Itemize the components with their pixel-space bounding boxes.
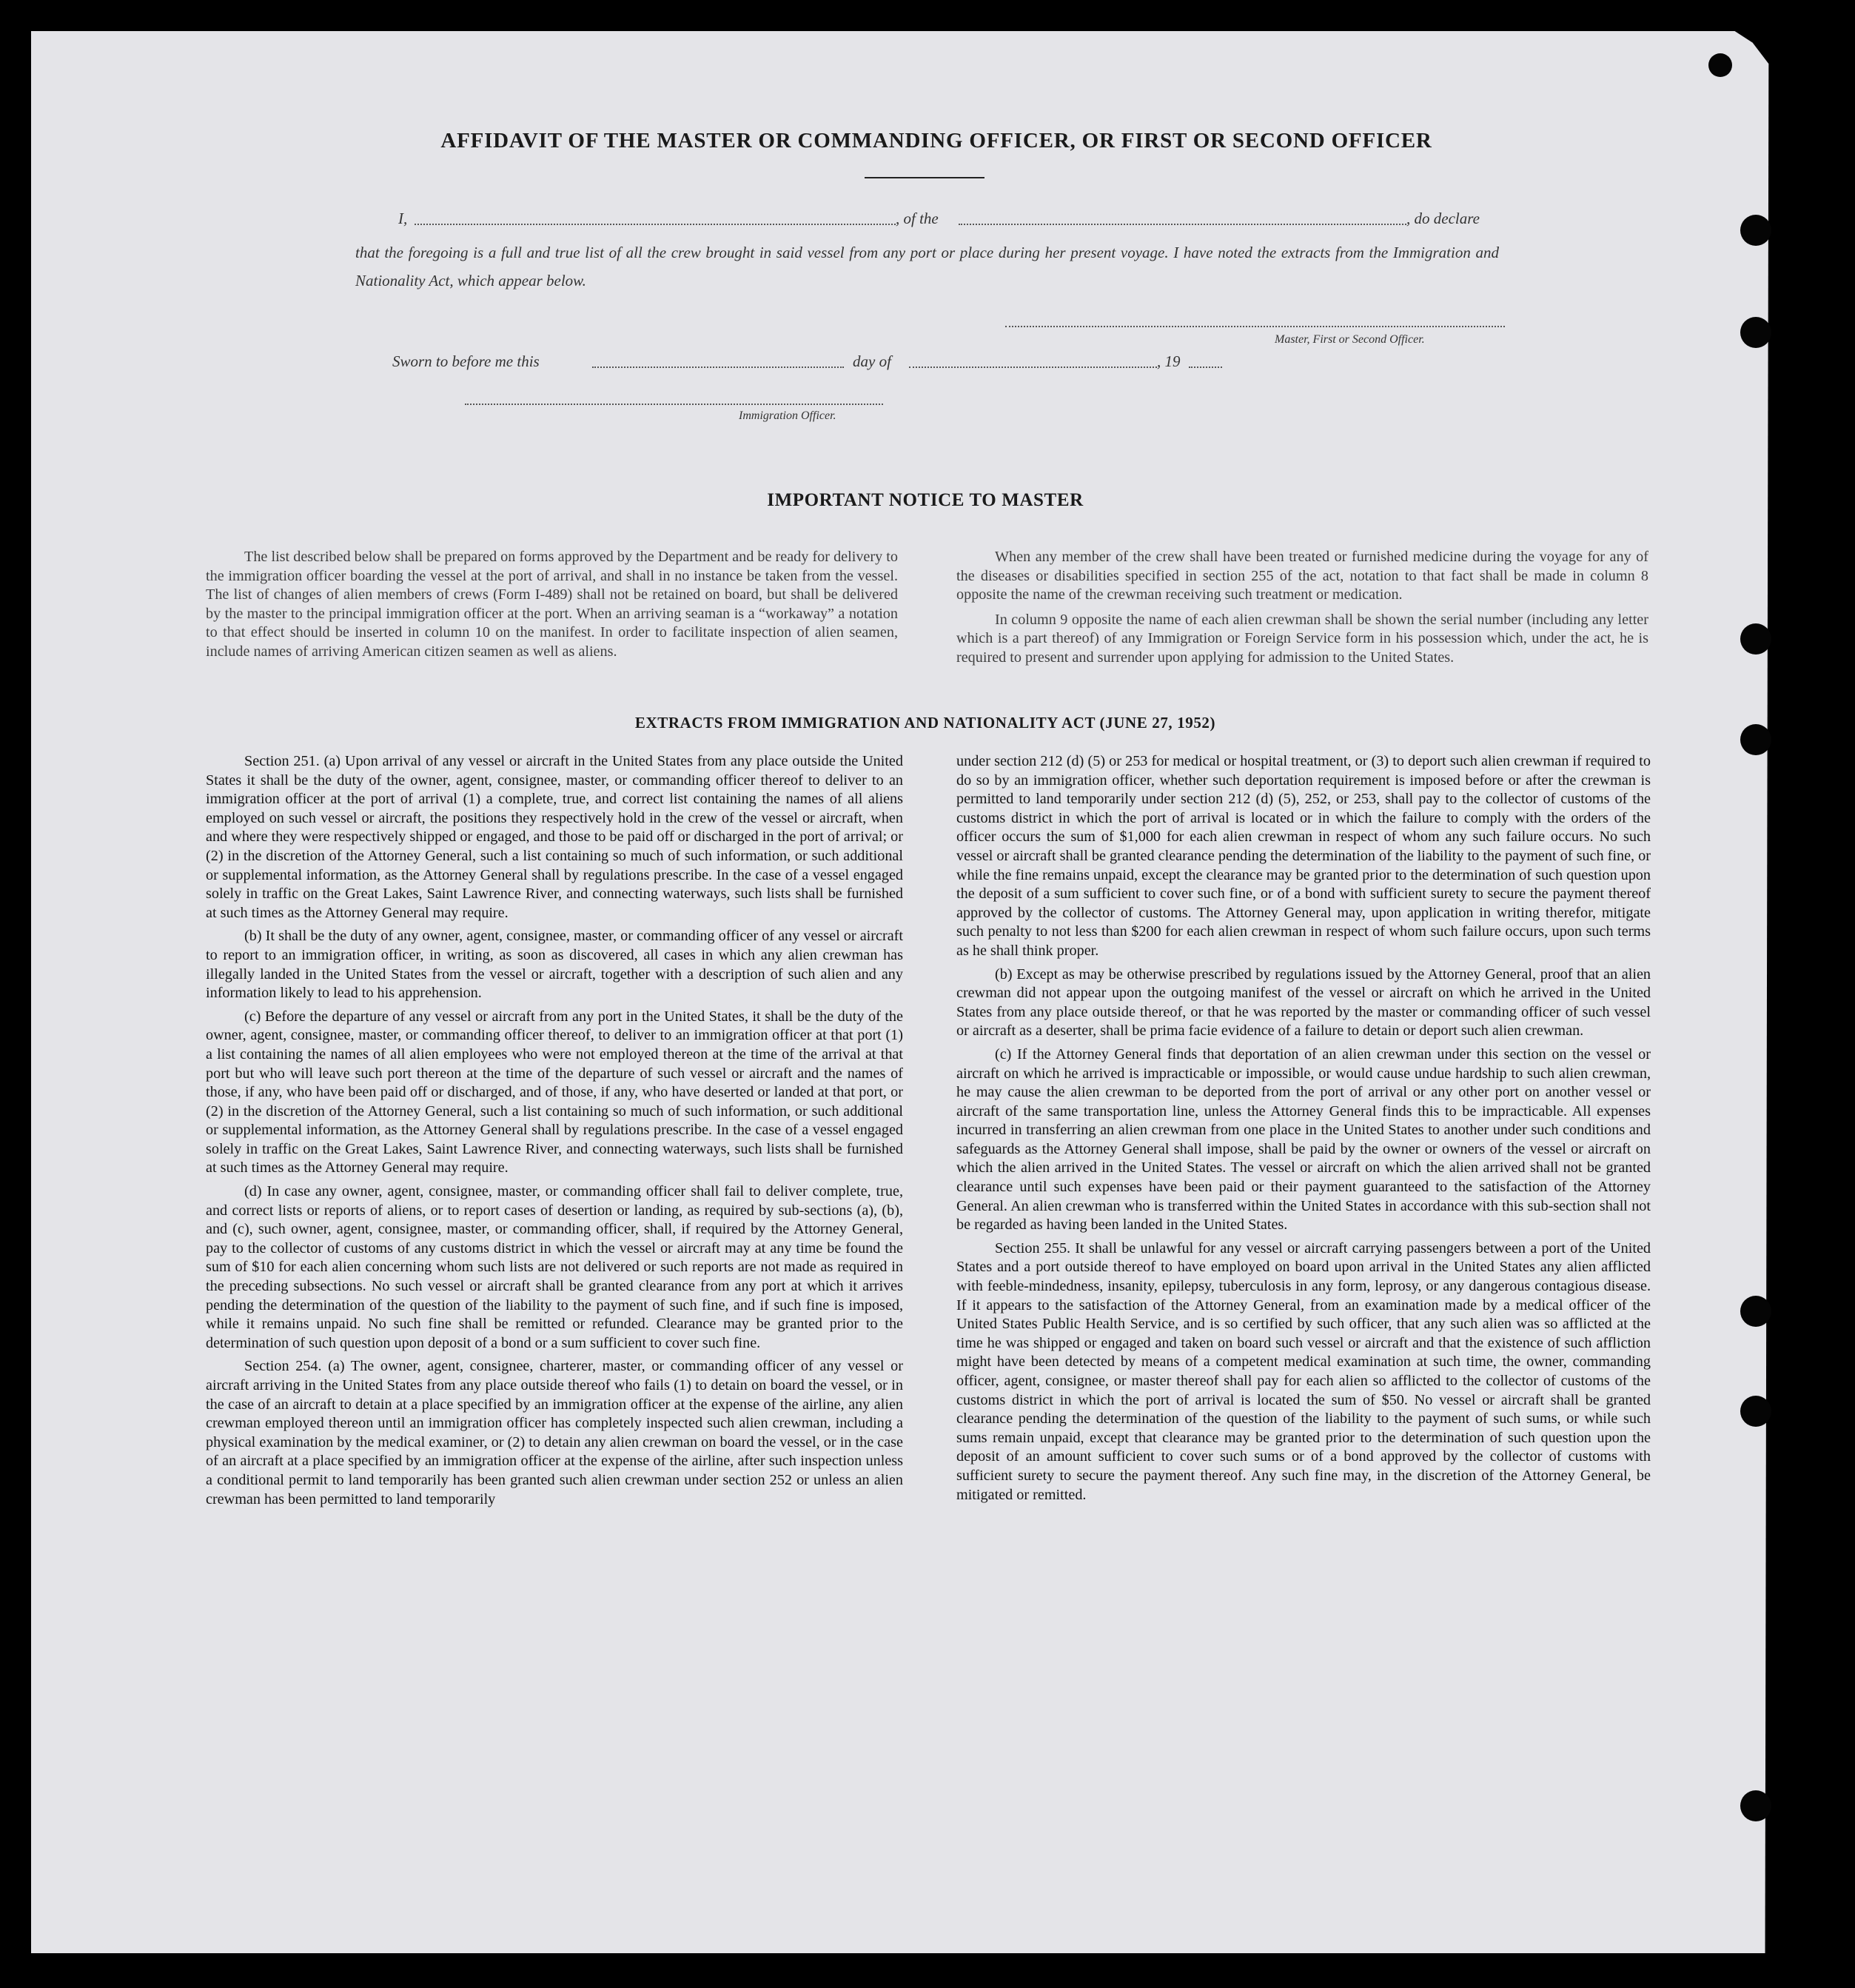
- binder-hole-corner: [1708, 53, 1732, 77]
- sworn-year-field[interactable]: [1189, 367, 1222, 368]
- binder-hole-5: [1740, 1296, 1771, 1327]
- binder-hole-2: [1740, 317, 1771, 348]
- affidavit-title: AFFIDAVIT OF THE MASTER OR COMMANDING OFFICER, OR FIRST OR SECOND OFFICER: [440, 129, 1432, 153]
- title-divider: [865, 177, 984, 178]
- binder-hole-1: [1740, 215, 1771, 246]
- year-prefix: , 19: [1157, 352, 1181, 370]
- section-251-d: (d) In case any owner, agent, consignee, master, or commanding officer shall fail to deliver complete, true, and correct lists or reports of aliens, or to report cases of desertion or landing, as required by sub-sections (a), (b), and (c), such owner, agent, consignee, master, or commanding officer, shall, if required by the Attorney General, pay to the collector of customs of any customs district in which the vessel or aircraft may at any time be found the sum of $10 for each alien concerning whom such lists are not delivered or such reports are not made as required in the preceding subsections. No such vessel or aircraft shall be granted clearance from any port at which it arrives pending the determination of the question of the liability to the payment of such fine, and if such fine is imposed, while it remains unpaid. No such fine shall be remitted or refunded. Clearance may be granted prior to the determination of such question upon deposit of a bond or a sum sufficient to cover such fine.: [206, 1183, 903, 1351]
- section-254-c: (c) If the Attorney General finds that deportation of an alien crewman under this section on the vessel or aircraft on which he arrived is impracticable or impossible, or would cause undue hardship to such alien crewman, he may cause the alien crewman to be deported from the port of arrival or any other port on another vessel or aircraft of the same transportation line, unless the Attorney General finds this to be impracticable. All expenses incurred in transferring an alien crewman from one place in the United States to another under such conditions and safeguards as the Attorney General shall impose, shall be paid by the owner or owners of the vessel or aircraft on which the alien arrived in the United States. The vessel or aircraft on which the alien arrived shall not be granted clearance until such expenses have been paid or their payment guaranteed to the satisfaction of the Attorney General. An alien crewman who is transferred within the United States in accordance with this sub-section shall not be regarded as having been landed in the United States.: [956, 1045, 1651, 1234]
- notice-heading: IMPORTANT NOTICE TO MASTER: [767, 490, 1084, 510]
- vessel-field[interactable]: [959, 224, 1406, 225]
- binder-hole-4: [1740, 724, 1771, 755]
- notice-left-paragraph: The list described below shall be prepared on forms approved by the Department and be ready for delivery to the immigration officer boarding the vessel at the port of arrival, and shall in no instance be taken from the vessel. The list of changes of alien members of crews (Form I-489) shall not be retained on board, but shall be delivered by the master to the principal immigration officer at the port. When an arriving seaman is a “workaway” a notation to that effect should be inserted in column 10 on the manifest. In order to facilitate inspection of alien seamen, include names of arriving American citizen seamen as well as aliens.: [206, 549, 898, 660]
- section-254-b: (b) Except as may be otherwise prescribed by regulations issued by the Attorney General, proof that an alien crewman did not appear upon the outgoing manifest of the vessel or aircraft on which he arrived in the United States from any place outside thereof, or that he was reported by the master or commanding officer of such vessel or aircraft as a deserter, shall be prima facie evidence of a failure to detain or deport such alien crewman.: [956, 965, 1651, 1040]
- master-signature-label: Master, First or Second Officer.: [1275, 333, 1425, 346]
- binder-hole-7: [1740, 1790, 1771, 1821]
- officer-signature-label: Immigration Officer.: [739, 409, 836, 422]
- section-251-b: (b) It shall be the duty of any owner, agent, consignee, master, or commanding officer of any vessel or aircraft to report to an immigration officer, in writing, as soon as discovered, all cases in which any alien crewman has illegally landed in the United States from the vessel or aircraft, together with a description of such alien and any information likely to lead to his apprehension.: [206, 928, 903, 1002]
- notice-left-column: [206, 548, 898, 662]
- extracts-left-column: [206, 752, 903, 1509]
- sworn-month-field[interactable]: [909, 367, 1157, 368]
- section-254-a-continued: under section 212 (d) (5) or 253 for medical or hospital treatment, or (3) to deport such alien crewman if required to do so by an immigration officer, whether such deportation requirement is imposed before or after the crewman is permitted to land temporarily under section 212 (d) (5), 252, or 253, shall pay to the collector of customs of the customs district in which the port of arrival is located or in which the failure to comply with the orders of the officer occurs the sum of $1,000 for each alien crewman in respect of whom any such failure occurs. No such vessel or aircraft shall be granted clearance pending the determination of the liability to the payment of such fine, or while the fine remains unpaid, except the clearance may be granted prior to the determination of such question upon the deposit of a sum sufficient to cover such fine, or of a bond with sufficient surety to secure the payment thereof approved by the collector of customs. The Attorney General may, upon application in writing therefor, mitigate such penalty to not less than $200 for each alien crewman in respect of whom such failure occurs, upon such terms as he shall think proper.: [956, 753, 1651, 959]
- binder-hole-6: [1740, 1396, 1771, 1427]
- day-of-label: day of: [853, 352, 891, 370]
- section-251-a: Section 251. (a) Upon arrival of any vessel or aircraft in the United States from any place outside the United States it shall be the duty of the owner, agent, consignee, master, or commanding officer thereof to deliver to an immigration officer at the port of arrival (1) a complete, true, and correct list containing the names of all aliens employed on such vessel or aircraft, the positions they respectively hold in the crew of the vessel or aircraft, when and where they were respectively shipped or engaged, and those to be paid off or discharged in the port of arrival; or (2) in the discretion of the Attorney General, such a list containing so much of such information, or such additional or supplemental information, as the Attorney General shall by regulations prescribe. In the case of a vessel engaged solely in traffic on the Great Lakes, Saint Lawrence River, and connecting waterways, such lists shall be furnished at such times as the Attorney General may require.: [206, 753, 903, 921]
- section-254-a: Section 254. (a) The owner, agent, consignee, charterer, master, or commanding officer of any vessel or aircraft arriving in the United States from any place outside thereof who fails (1) to detain on board the vessel, or in the case of an aircraft to detain at a place specified by an immigration officer at the expense of the airline, any alien crewman employed thereon until an immigration officer has completely inspected such alien crewman, including a physical examination by the medical examiner, or (2) to detain any alien crewman on board the vessel, or in the case of an aircraft at a place specified by an immigration officer at the expense of the airline, after such inspection unless a conditional permit to land temporarily has been granted such alien crewman under section 252 or unless an alien crewman has been permitted to land temporarily: [206, 1358, 903, 1507]
- extracts-right-column: [956, 752, 1651, 1505]
- section-255: Section 255. It shall be unlawful for any vessel or aircraft carrying passengers between a port of the United States and a port outside thereof to have employed on board upon arrival in the United States any alien afflicted with feeble-mindedness, insanity, epilepsy, tuberculosis in any form, leprosy, or any dangerous contagious disease. If it appears to the satisfaction of the Attorney General, from an examination made by a medical officer of the United States Public Health Service, and is so certified by such officer, that any such alien was so afflicted at the time he was shipped or engaged and taken on board such vessel or aircraft and that the existence of such affliction might have been detected by means of a competent medical examination at such time, the owner, commanding officer, agent, consignee, or master thereof shall pay for each alien so afflicted to the collector of customs of the customs district in which the port of arrival is located the sum of $50. No vessel or aircraft shall be granted clearance pending the determination of the question of the liability to the payment of such sums, or while such sums remain unpaid, except that clearance may be granted prior to the determination of such question upon the deposit of an amount sufficient to cover such sums or of a bond approved by the collector of customs with sufficient surety to secure the payment thereof. Any such fine may, in the discretion of the Attorney General, be mitigated or remitted.: [956, 1239, 1651, 1503]
- name-field[interactable]: [415, 224, 896, 225]
- master-signature-line[interactable]: [1005, 326, 1505, 327]
- notice-right-paragraph-1: When any member of the crew shall have been treated or furnished medicine during the voyage for any of the diseases or disabilities specified in section 255 of the act, notation to that fact shall be made in column 8 opposite the name of the crewman receiving such treatment or medication.: [956, 549, 1648, 603]
- affidavit-statement: that the foregoing is a full and true list of all the crew brought in said vessel from any port or place during her present voyage. I have noted the extracts from the Immigration and Nationality Act, which appear below.: [355, 244, 1499, 290]
- sworn-day-field[interactable]: [592, 367, 844, 368]
- binder-hole-3: [1740, 623, 1771, 655]
- i-label: I,: [398, 210, 408, 227]
- of-the-label: , of the: [896, 210, 939, 227]
- extracts-heading: EXTRACTS FROM IMMIGRATION AND NATIONALITY ACT (JUNE 27, 1952): [634, 714, 1216, 732]
- sworn-label: Sworn to before me this: [392, 352, 540, 370]
- notice-right-paragraph-2: In column 9 opposite the name of each alien crewman shall be shown the serial number (including any letter which is a part thereof) of any Immigration or Foreign Service form in his possession which, under the act, he is required to present and surrender upon applying for admission to the United States.: [956, 611, 1648, 666]
- do-declare-label: , do declare: [1406, 210, 1480, 227]
- section-251-c: (c) Before the departure of any vessel or aircraft from any port in the United States, it shall be the duty of the owner, agent, consignee, master, or commanding officer thereof, to deliver to an immigration officer at that port (1) a list containing the names of all alien employees who were not employed thereon at the time of the arrival at that port but who will leave such port thereon at the time of the departure of such vessel or aircraft and the names of those, if any, who have been paid off or discharged, and of those, if any, who have deserted or landed at that port, or (2) in the discretion of the Attorney General, such a list containing so much of such information, or such additional or supplemental information, as the Attorney General shall by regulations prescribe. In the case of a vessel engaged solely in traffic on the Great Lakes, Saint Lawrence River, and connecting waterways, such lists shall be furnished at such times as the Attorney General may require.: [206, 1008, 903, 1177]
- notice-right-column: [956, 548, 1648, 668]
- officer-signature-line[interactable]: [465, 404, 883, 405]
